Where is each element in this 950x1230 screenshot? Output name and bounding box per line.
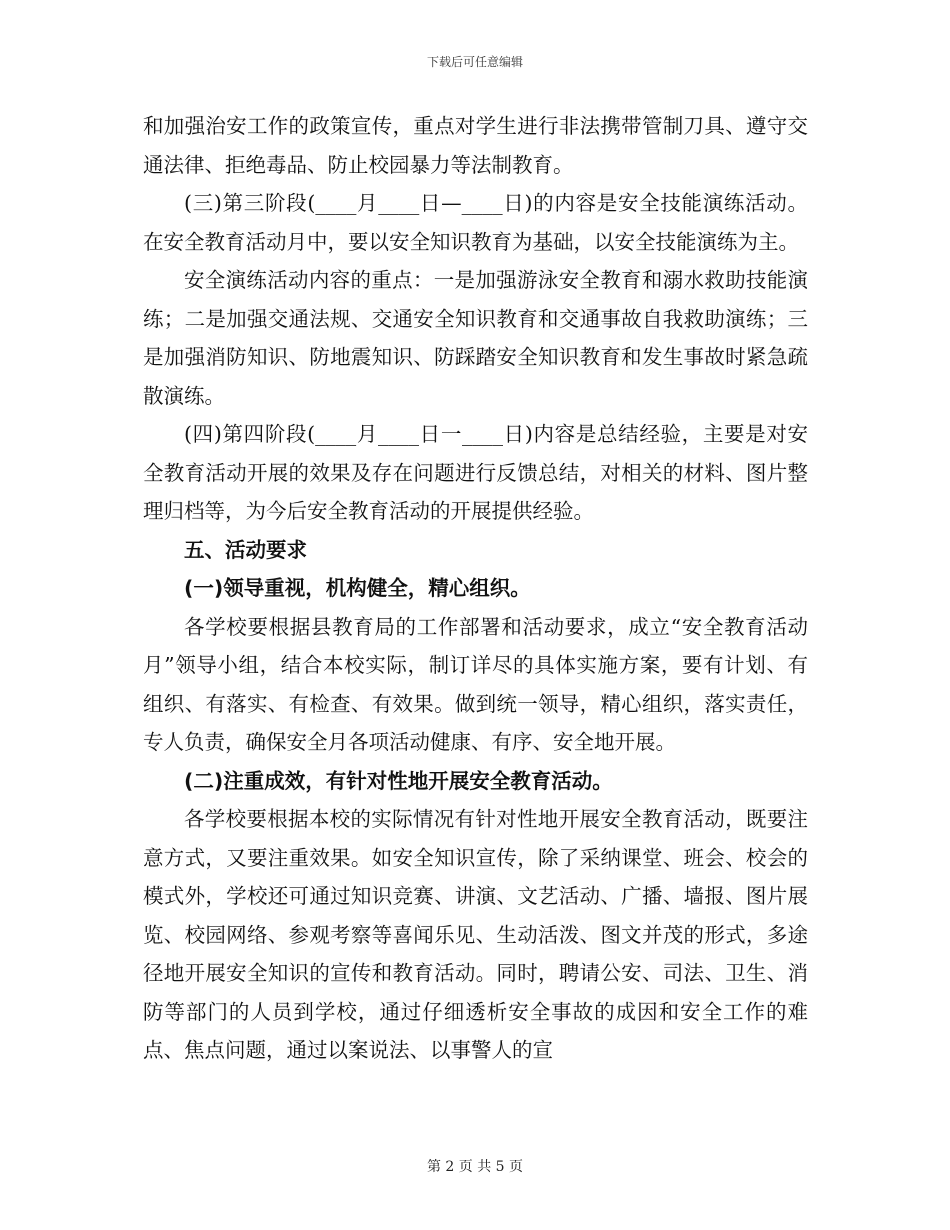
paragraph: (四)第四阶段(____月____日一____日)内容是总结经验，主要是对安全教育活动开展的效果及存在问题进行反馈总结，对相关的材料、图片整理归档等，为今后安全教育活动的开展提供经验。 — [143, 422, 808, 523]
subsection-heading: (一)领导重视，机构健全，精心组织。 — [184, 576, 531, 600]
paragraph: 各学校要根据本校的实际情况有针对性地开展安全教育活动，既要注意方式，又要注重效果。如安全知识宣传，除了采纳课堂、班会、校会的模式外，学校还可通过知识竞赛、讲演、文艺活动、广播、墙报、图片展览、校园网络、参观考察等喜闻乐见、生动活泼、图文并茂的形式，多途径地开展安全知识的宣传和教育活动。同时，聘请公安、司法、卫生、消防等部门的人员到学校，通过仔细透析安全事故的成因和安全工作的难点、焦点问题，通过以案说法、以事警人的宣 — [143, 807, 808, 1062]
paragraph: 和加强治安工作的政策宣传，重点对学生进行非法携带管制刀具、遵守交通法律、拒绝毒品、防止校园暴力等法制教育。 — [143, 114, 808, 177]
paragraph: 安全演练活动内容的重点：一是加强游泳安全教育和溺水救助技能演练；二是加强交通法规、交通安全知识教育和交通事故自我救助演练；三是加强消防知识、防地震知识、防踩踏安全知识教育和发生事故时紧急疏散演练。 — [143, 268, 808, 408]
paragraph: 各学校要根据县教育局的工作部署和活动要求，成立“安全教育活动月”领导小组，结合本校实际，制订详尽的具体实施方案，要有计划、有组织、有落实、有检查、有效果。做到统一领导，精心组织，落实责任，专人负责，确保安全月各项活动健康、有序、安全地开展。 — [143, 614, 808, 754]
page-header: 下载后可任意编辑 — [426, 55, 523, 69]
paragraph: (三)第三阶段(____月____日—____日)的内容是安全技能演练活动。在安全教育活动月中，要以安全知识教育为基础，以安全技能演练为主。 — [143, 191, 808, 254]
body-text — [143, 107, 808, 1070]
section-heading: 五、活动要求 — [184, 537, 307, 562]
page-footer: 第 2 页 共 5 页 — [426, 1159, 524, 1175]
subsection-heading: (二)注重成效，有针对性地开展安全教育活动。 — [184, 768, 613, 793]
